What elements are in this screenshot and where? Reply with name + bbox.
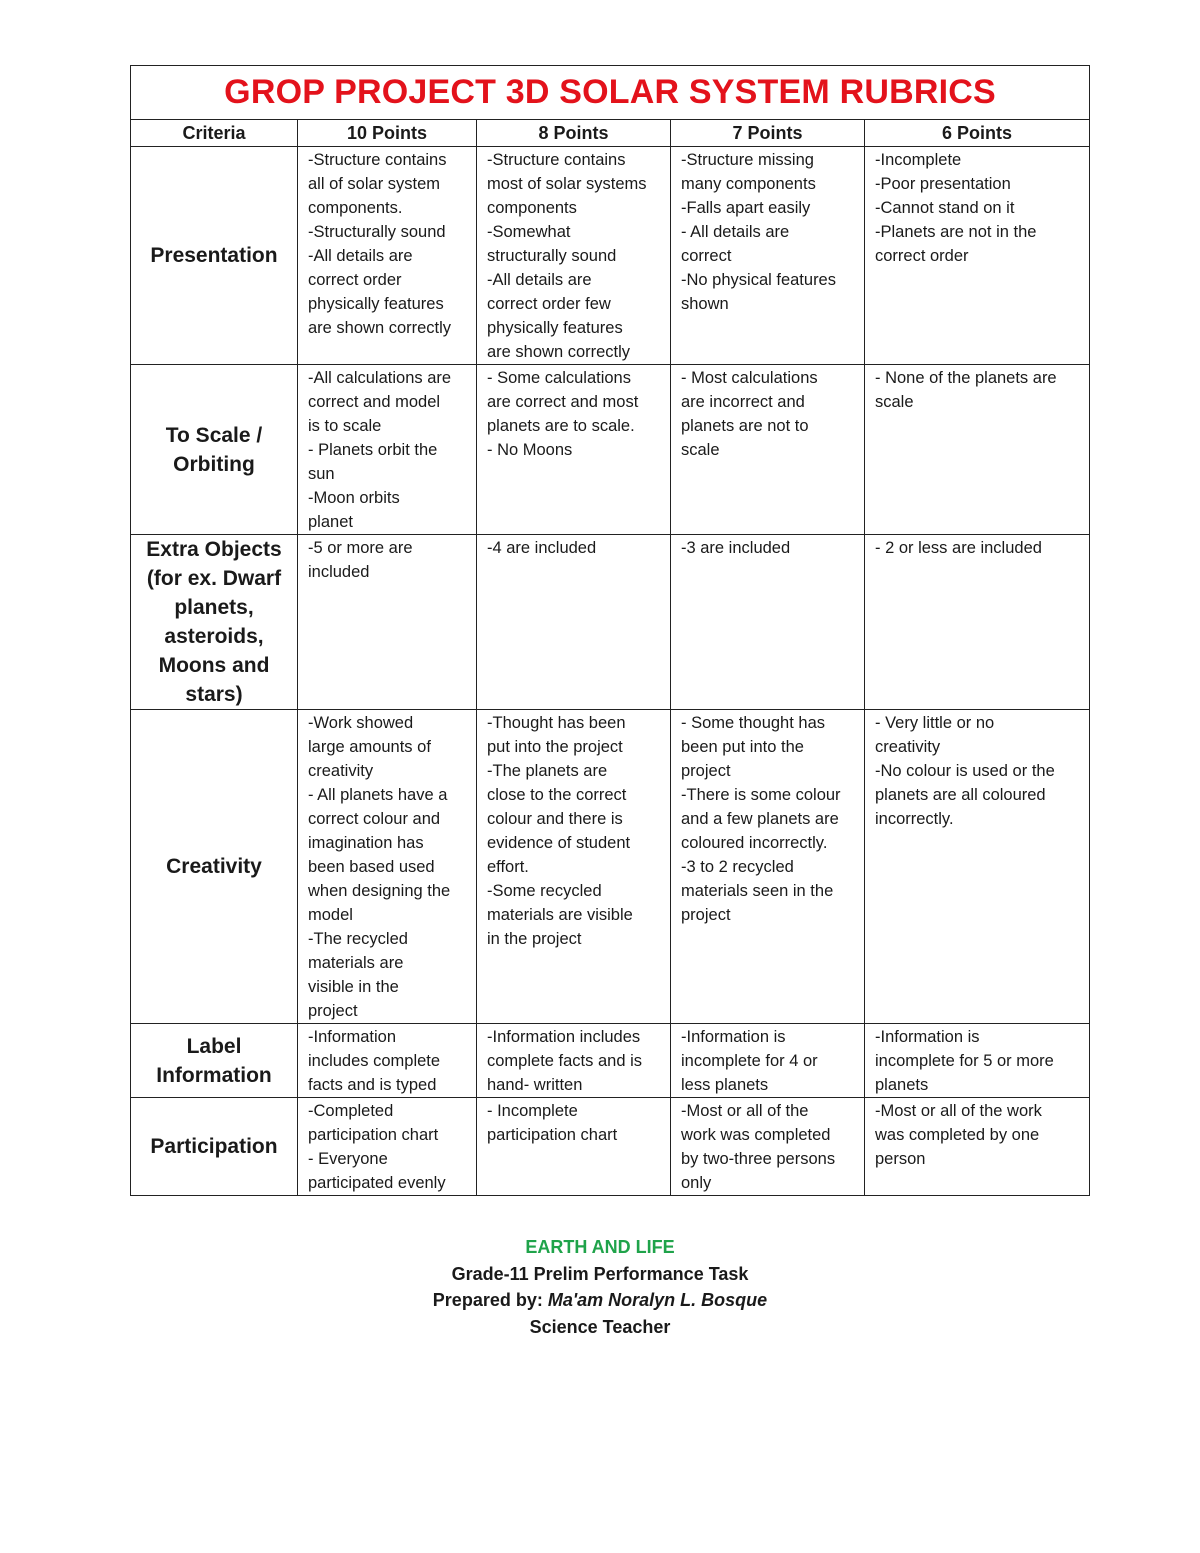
cell-line: been put into the — [681, 738, 804, 756]
cell-line: -4 are included — [487, 539, 597, 557]
cell-line: are shown correctly — [487, 343, 631, 361]
cell-line: imagination has — [308, 834, 424, 852]
header-criteria: Criteria — [131, 120, 298, 147]
cell-line: correct order few — [487, 295, 611, 313]
cell-line: are incorrect and — [681, 393, 805, 411]
header-row — [131, 120, 1090, 147]
prepared-by-label: Prepared by: — [432, 1290, 543, 1310]
cell-line: project — [681, 762, 731, 780]
criterion-label: Presentation — [131, 147, 298, 365]
cell-line: close to the correct — [487, 786, 627, 804]
rubric-cell — [865, 1098, 1090, 1196]
rubric-cell — [865, 535, 1090, 710]
cell-line: by two-three persons — [681, 1150, 836, 1168]
cell-line: model — [308, 906, 353, 924]
cell-line: -Thought has been — [487, 714, 626, 732]
cell-line: put into the project — [487, 738, 623, 756]
cell-line: complete facts and is — [487, 1052, 642, 1070]
teacher-name: Ma'am Noralyn L. Bosque — [547, 1290, 768, 1310]
cell-line: correct and model — [308, 393, 441, 411]
cell-line: -All details are — [487, 271, 592, 289]
cell-line: -No physical features — [681, 271, 836, 289]
rubric-cell — [671, 365, 865, 535]
cell-line: correct colour and — [308, 810, 441, 828]
rubric-cell — [477, 1098, 671, 1196]
rubric-cell — [671, 1098, 865, 1196]
cell-line: effort. — [487, 858, 529, 876]
cell-line: less planets — [681, 1076, 769, 1094]
rubric-cell — [477, 710, 671, 1024]
task-label: Grade-11 Prelim Performance Task — [451, 1263, 749, 1284]
cell-line: is to scale — [308, 417, 382, 435]
cell-line: coloured incorrectly. — [681, 834, 828, 852]
cell-line: are shown correctly — [308, 319, 452, 337]
cell-line: components — [487, 199, 577, 217]
cell-line: -The recycled — [308, 930, 408, 948]
rubric-row-creativity — [131, 710, 1090, 1024]
cell-line: -Structurally sound — [308, 223, 446, 241]
cell-line: project — [681, 906, 731, 924]
cell-line: - Some calculations — [487, 369, 631, 387]
cell-line: -Structure contains — [487, 151, 626, 169]
rubric-row-participation — [131, 1098, 1090, 1196]
cell-line: -All details are — [308, 247, 413, 265]
cell-line: -3 are included — [681, 539, 791, 557]
rubric-table — [130, 65, 1090, 1196]
cell-line: - None of the planets are — [875, 369, 1057, 387]
cell-line: included — [308, 563, 370, 581]
cell-line: -Structure missing — [681, 151, 814, 169]
cell-line: -Information includes — [487, 1028, 641, 1046]
rubric-row-label-information — [131, 1024, 1090, 1098]
rubric-cell — [477, 1024, 671, 1098]
header-7-points: 7 Points — [671, 120, 865, 147]
header-10-points: 10 Points — [298, 120, 477, 147]
cell-line: - Very little or no — [875, 714, 995, 732]
cell-line: physically features — [487, 319, 623, 337]
cell-line: in the project — [487, 930, 582, 948]
cell-line: all of solar system — [308, 175, 441, 193]
rubric-cell — [865, 365, 1090, 535]
cell-line: facts and is typed — [308, 1076, 437, 1094]
cell-line: planets are not to — [681, 417, 809, 435]
cell-line: -Planets are not in the — [875, 223, 1037, 241]
cell-line: planets are all coloured — [875, 786, 1046, 804]
cell-line: most of solar systems — [487, 175, 647, 193]
footer — [0, 1234, 1200, 1340]
cell-line: work was completed — [681, 1126, 831, 1144]
subject-label: EARTH AND LIFE — [525, 1237, 675, 1257]
rubric-cell — [671, 1024, 865, 1098]
cell-line: incomplete for 5 or more — [875, 1052, 1054, 1070]
cell-line: correct order — [875, 247, 969, 265]
prepared-by — [0, 1287, 1200, 1314]
cell-line: -Work showed — [308, 714, 414, 732]
cell-line: materials are visible — [487, 906, 633, 924]
cell-line: only — [681, 1174, 712, 1192]
cell-line: includes complete — [308, 1052, 441, 1070]
criterion-label: To Scale / Orbiting — [131, 365, 298, 535]
cell-line: - All details are — [681, 223, 790, 241]
rubric-row-presentation — [131, 147, 1090, 365]
criterion-label: Participation — [131, 1098, 298, 1196]
cell-line: creativity — [308, 762, 374, 780]
page-title: GROP PROJECT 3D SOLAR SYSTEM RUBRICS — [224, 73, 996, 111]
cell-line: and a few planets are — [681, 810, 839, 828]
cell-line: when designing the — [308, 882, 451, 900]
cell-line: participated evenly — [308, 1174, 446, 1192]
rubric-cell — [865, 147, 1090, 365]
cell-line: -Falls apart easily — [681, 199, 811, 217]
cell-line: been based used — [308, 858, 435, 876]
cell-line: structurally sound — [487, 247, 617, 265]
cell-line: -Cannot stand on it — [875, 199, 1015, 217]
rubric-cell — [477, 365, 671, 535]
cell-line: scale — [681, 441, 720, 459]
cell-line: sun — [308, 465, 335, 483]
cell-line: large amounts of — [308, 738, 431, 756]
cell-line: planets are to scale. — [487, 417, 635, 435]
rubric-cell — [298, 535, 477, 710]
cell-line: correct order — [308, 271, 402, 289]
cell-line: correct — [681, 247, 732, 265]
cell-line: visible in the — [308, 978, 399, 996]
teacher-role: Science Teacher — [529, 1316, 671, 1337]
header-8-points: 8 Points — [477, 120, 671, 147]
cell-line: -Somewhat — [487, 223, 571, 241]
cell-line: components. — [308, 199, 403, 217]
cell-line: - Planets orbit the — [308, 441, 438, 459]
cell-line: -There is some colour — [681, 786, 841, 804]
rubric-row-to-scale-orbiting — [131, 365, 1090, 535]
cell-line: -Poor presentation — [875, 175, 1011, 193]
rubric-cell — [298, 365, 477, 535]
cell-line: participation chart — [308, 1126, 439, 1144]
cell-line: hand- written — [487, 1076, 583, 1094]
rubric-cell — [298, 147, 477, 365]
cell-line: -Information is — [875, 1028, 980, 1046]
cell-line: - Everyone — [308, 1150, 388, 1168]
cell-line: -Information is — [681, 1028, 786, 1046]
cell-line: planets — [875, 1076, 929, 1094]
cell-line: -Structure contains — [308, 151, 447, 169]
criterion-label: Label Information — [131, 1024, 298, 1098]
cell-line: -Information — [308, 1028, 397, 1046]
cell-line: -Completed — [308, 1102, 394, 1120]
cell-line: - 2 or less are included — [875, 539, 1042, 557]
cell-line: -Moon orbits — [308, 489, 400, 507]
cell-line: -The planets are — [487, 762, 608, 780]
cell-line: - Most calculations — [681, 369, 818, 387]
rubric-cell — [671, 710, 865, 1024]
title-cell — [131, 66, 1090, 120]
rubric-cell — [865, 710, 1090, 1024]
cell-line: materials seen in the — [681, 882, 834, 900]
cell-line: -No colour is used or the — [875, 762, 1055, 780]
cell-line: - All planets have a — [308, 786, 448, 804]
cell-line: person — [875, 1150, 926, 1168]
cell-line: -Most or all of the — [681, 1102, 809, 1120]
rubric-cell — [865, 1024, 1090, 1098]
cell-line: scale — [875, 393, 914, 411]
cell-line: - Incomplete — [487, 1102, 578, 1120]
cell-line: project — [308, 1002, 358, 1020]
cell-line: was completed by one — [875, 1126, 1040, 1144]
rubric-cell — [671, 147, 865, 365]
cell-line: - Some thought has — [681, 714, 826, 732]
header-6-points: 6 Points — [865, 120, 1090, 147]
rubric-cell — [671, 535, 865, 710]
cell-line: materials are — [308, 954, 404, 972]
cell-line: -Incomplete — [875, 151, 962, 169]
cell-line: - No Moons — [487, 441, 573, 459]
rubric-cell — [298, 710, 477, 1024]
cell-line: planet — [308, 513, 353, 531]
rubric-cell — [298, 1098, 477, 1196]
rubric-row-extra-objects — [131, 535, 1090, 710]
cell-line: -5 or more are — [308, 539, 413, 557]
rubric-cell — [477, 535, 671, 710]
criterion-label: Extra Objects (for ex. Dwarf planets, asteroids, Moons and stars) — [131, 535, 298, 710]
cell-line: many components — [681, 175, 816, 193]
cell-line: evidence of student — [487, 834, 631, 852]
rubric-cell — [298, 1024, 477, 1098]
cell-line: -All calculations are — [308, 369, 452, 387]
cell-line: creativity — [875, 738, 941, 756]
cell-line: shown — [681, 295, 729, 313]
cell-line: -Most or all of the work — [875, 1102, 1042, 1120]
rubric-cell — [477, 147, 671, 365]
cell-line: incorrectly. — [875, 810, 954, 828]
cell-line: -3 to 2 recycled — [681, 858, 794, 876]
criterion-label: Creativity — [131, 710, 298, 1024]
cell-line: are correct and most — [487, 393, 639, 411]
cell-line: physically features — [308, 295, 444, 313]
cell-line: -Some recycled — [487, 882, 602, 900]
cell-line: incomplete for 4 or — [681, 1052, 818, 1070]
cell-line: participation chart — [487, 1126, 618, 1144]
cell-line: colour and there is — [487, 810, 623, 828]
